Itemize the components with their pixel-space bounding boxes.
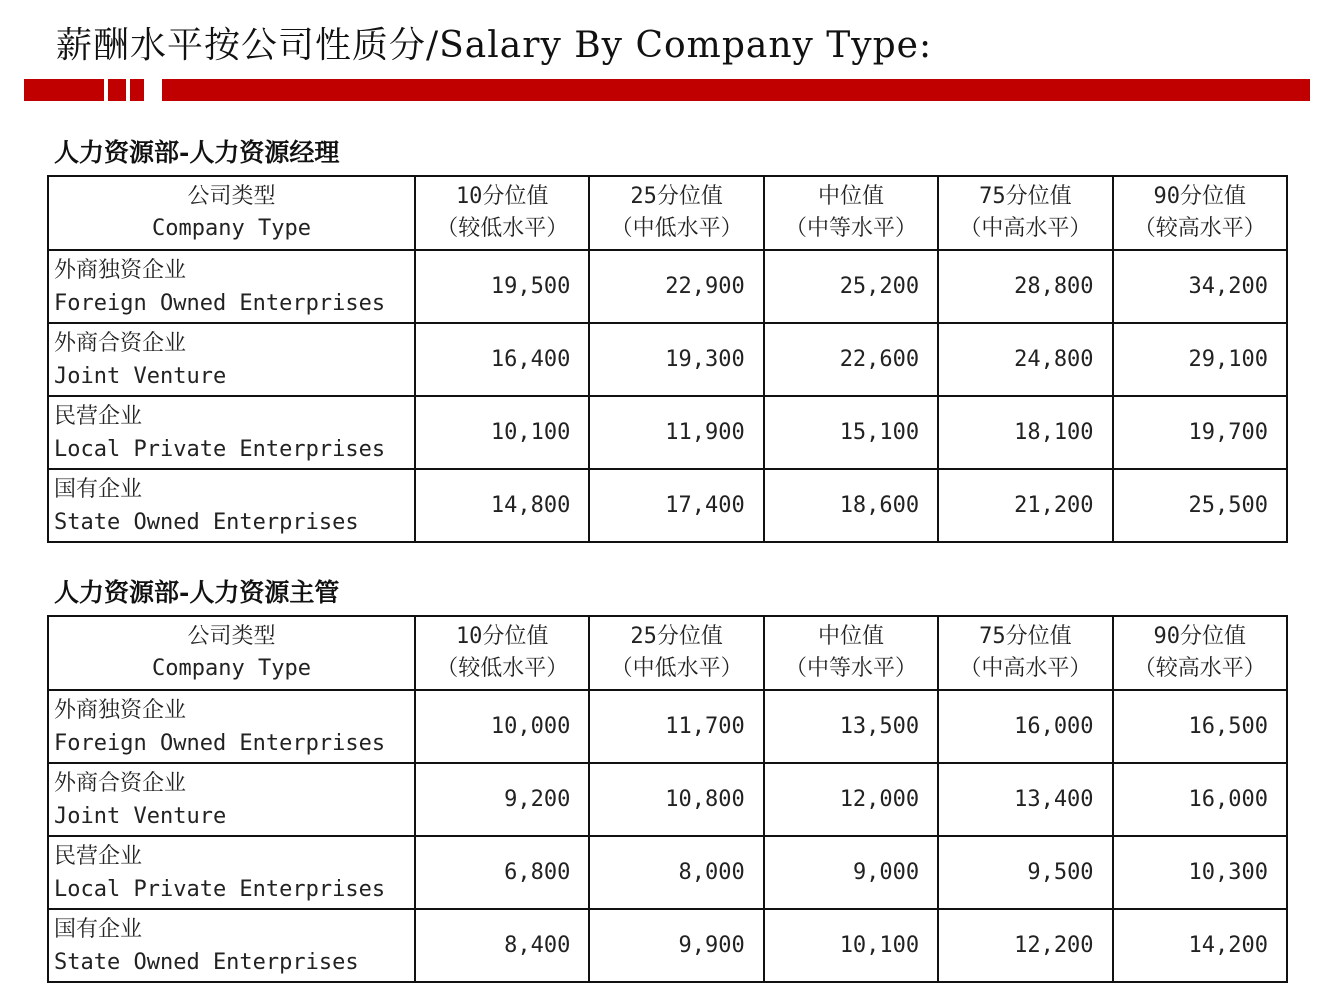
salary-value-cell: 18,100 (938, 396, 1112, 469)
table-row (48, 396, 1287, 469)
header-percentile (938, 176, 1112, 250)
salary-value-cell: 24,800 (938, 323, 1112, 396)
company-type-cn: 外商独资企业 (54, 257, 187, 283)
header-percentile-level: （较高水平） (1133, 216, 1266, 241)
header-percentile (415, 616, 589, 690)
header-company-type-en: Company Type (152, 656, 311, 681)
salary-value-cell: 16,000 (1113, 763, 1287, 836)
salary-value-cell: 21,200 (938, 469, 1112, 542)
header-company-type (48, 176, 415, 250)
header-percentile-level: （较高水平） (1133, 656, 1266, 681)
salary-value-cell: 22,600 (764, 323, 938, 396)
company-type-cn: 民营企业 (54, 843, 143, 869)
company-type-cell (48, 396, 415, 469)
company-type-cell (48, 836, 415, 909)
salary-value-cell: 13,400 (938, 763, 1112, 836)
header-percentile (938, 616, 1112, 690)
header-percentile (415, 176, 589, 250)
table-row (48, 836, 1287, 909)
salary-value-cell: 16,400 (415, 323, 589, 396)
salary-value-cell: 11,700 (589, 690, 763, 763)
table-row (48, 469, 1287, 542)
salary-value-cell: 6,800 (415, 836, 589, 909)
header-percentile-label: 75分位值 (979, 184, 1072, 209)
salary-value-cell: 19,300 (589, 323, 763, 396)
header-percentile-level: （中高水平） (959, 216, 1092, 241)
header-percentile-level: （较低水平） (436, 216, 569, 241)
company-type-cn: 国有企业 (54, 476, 143, 502)
salary-value-cell: 13,500 (764, 690, 938, 763)
salary-value-cell: 25,200 (764, 250, 938, 323)
accent-bar-segment (130, 79, 144, 101)
company-type-cell (48, 323, 415, 396)
header-percentile (589, 616, 763, 690)
company-type-cell (48, 909, 415, 982)
salary-value-cell: 14,800 (415, 469, 589, 542)
company-type-cn: 外商独资企业 (54, 697, 187, 723)
accent-bar-segment (108, 79, 126, 101)
header-percentile (764, 176, 938, 250)
salary-value-cell: 11,900 (589, 396, 763, 469)
header-percentile-level: （中低水平） (610, 656, 743, 681)
section-title-hr-manager: 人力资源部-人力资源经理 (54, 138, 340, 167)
header-percentile (1113, 176, 1287, 250)
company-type-cn: 民营企业 (54, 403, 143, 429)
header-percentile-level: （中等水平） (784, 216, 917, 241)
salary-value-cell: 28,800 (938, 250, 1112, 323)
company-type-en: Joint Venture (54, 363, 227, 389)
salary-value-cell: 9,900 (589, 909, 763, 982)
company-type-cell (48, 469, 415, 542)
company-type-en: State Owned Enterprises (54, 949, 359, 975)
salary-value-cell: 12,200 (938, 909, 1112, 982)
header-percentile (589, 176, 763, 250)
salary-value-cell: 8,000 (589, 836, 763, 909)
header-percentile-level: （中高水平） (959, 656, 1092, 681)
header-company-type-en: Company Type (152, 216, 311, 241)
salary-value-cell: 17,400 (589, 469, 763, 542)
header-company-type (48, 616, 415, 690)
header-percentile-label: 25分位值 (630, 624, 723, 649)
header-percentile-label: 中位值 (817, 624, 884, 649)
company-type-en: State Owned Enterprises (54, 509, 359, 535)
salary-value-cell: 22,900 (589, 250, 763, 323)
company-type-cn: 外商合资企业 (54, 330, 187, 356)
salary-value-cell: 16,500 (1113, 690, 1287, 763)
header-percentile-level: （较低水平） (436, 656, 569, 681)
salary-value-cell: 10,800 (589, 763, 763, 836)
header-percentile-label: 10分位值 (455, 624, 549, 649)
table-row (48, 250, 1287, 323)
company-type-cn: 外商合资企业 (54, 770, 187, 796)
header-percentile-level: （中低水平） (610, 216, 743, 241)
salary-value-cell: 9,000 (764, 836, 938, 909)
company-type-cell (48, 250, 415, 323)
header-company-type-cn: 公司类型 (187, 184, 276, 209)
company-type-en: Local Private Enterprises (54, 436, 386, 462)
salary-table-hr-supervisor (47, 615, 1288, 983)
header-percentile-label: 75分位值 (979, 624, 1072, 649)
salary-value-cell: 25,500 (1113, 469, 1287, 542)
header-row (48, 616, 1287, 690)
company-type-cn: 国有企业 (54, 916, 143, 942)
company-type-cell (48, 690, 415, 763)
header-percentile-label: 中位值 (817, 184, 884, 209)
header-percentile (764, 616, 938, 690)
salary-value-cell: 15,100 (764, 396, 938, 469)
header-percentile (1113, 616, 1287, 690)
salary-value-cell: 10,300 (1113, 836, 1287, 909)
table-row (48, 690, 1287, 763)
company-type-en: Foreign Owned Enterprises (54, 730, 386, 756)
company-type-en: Local Private Enterprises (54, 876, 386, 902)
salary-value-cell: 10,100 (415, 396, 589, 469)
header-percentile-level: （中等水平） (784, 656, 917, 681)
salary-value-cell: 12,000 (764, 763, 938, 836)
salary-value-cell: 19,500 (415, 250, 589, 323)
salary-value-cell: 29,100 (1113, 323, 1287, 396)
page-title: 薪酬水平按公司性质分/Salary By Company Type: (56, 25, 933, 66)
table-row (48, 909, 1287, 982)
salary-value-cell: 34,200 (1113, 250, 1287, 323)
salary-value-cell: 8,400 (415, 909, 589, 982)
accent-bar-segment (24, 79, 104, 101)
salary-value-cell: 14,200 (1113, 909, 1287, 982)
company-type-en: Joint Venture (54, 803, 227, 829)
salary-value-cell: 10,100 (764, 909, 938, 982)
accent-bar-main (162, 79, 1310, 101)
header-percentile-label: 90分位值 (1153, 184, 1247, 209)
company-type-en: Foreign Owned Enterprises (54, 290, 386, 316)
section-title-hr-supervisor: 人力资源部-人力资源主管 (54, 578, 340, 607)
salary-value-cell: 16,000 (938, 690, 1112, 763)
salary-table-hr-manager (47, 175, 1288, 543)
table-row (48, 323, 1287, 396)
salary-value-cell: 19,700 (1113, 396, 1287, 469)
header-row (48, 176, 1287, 250)
salary-value-cell: 9,200 (415, 763, 589, 836)
table-row (48, 763, 1287, 836)
salary-value-cell: 10,000 (415, 690, 589, 763)
header-percentile-label: 90分位值 (1153, 624, 1247, 649)
company-type-cell (48, 763, 415, 836)
salary-value-cell: 9,500 (938, 836, 1112, 909)
header-percentile-label: 25分位值 (630, 184, 723, 209)
header-percentile-label: 10分位值 (455, 184, 549, 209)
header-company-type-cn: 公司类型 (187, 624, 276, 649)
salary-value-cell: 18,600 (764, 469, 938, 542)
